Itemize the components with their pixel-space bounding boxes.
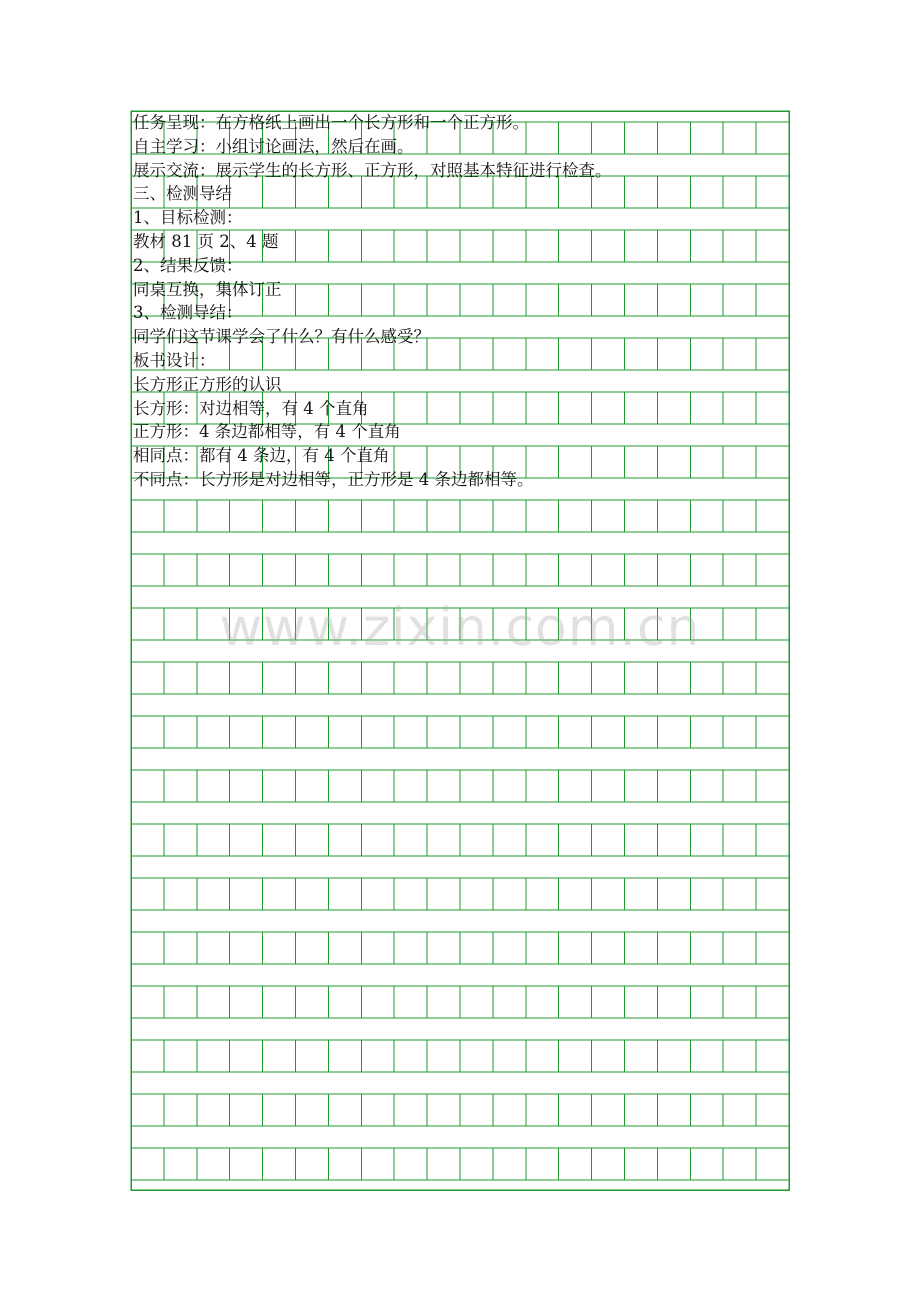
text-line-question: 同学们这节课学会了什么？有什么感受？: [133, 327, 430, 347]
text-line-exchange: 展示交流：展示学生的长方形、正方形，对照基本特征进行检查。: [133, 160, 612, 180]
text-line-board-design: 板书设计：: [133, 351, 216, 370]
text-line-exchange-correct: 同桌互换，集体订正: [133, 279, 282, 299]
section-heading-test: 三、检测导结: [133, 184, 232, 204]
text-line-board-title: 长方形正方形的认识: [133, 374, 282, 394]
text-line-test-guide: 3、检测导结：: [133, 303, 243, 323]
text-line-square: 正方形：4 条边都相等，有 4 个直角: [133, 422, 401, 442]
text-line-target-test: 1、目标检测：: [133, 208, 243, 228]
text-line-self-study: 自主学习：小组讨论画法，然后在画。: [133, 136, 414, 156]
watermark: www.zixin.com.cn: [219, 598, 701, 658]
text-line-feedback: 2、结果反馈：: [133, 255, 243, 275]
text-line-same: 相同点：都有 4 条边，有 4 个直角: [133, 446, 390, 466]
text-line-different: 不同点：长方形是对边相等，正方形是 4 条边都相等。: [133, 470, 534, 489]
text-line-task: 任务呈现：在方格纸上画出一个长方形和一个正方形。: [133, 113, 529, 132]
text-line-rectangle: 长方形：对边相等，有 4 个直角: [133, 398, 369, 418]
text-line-textbook: 教材 81 页 2、4 题: [133, 232, 279, 251]
